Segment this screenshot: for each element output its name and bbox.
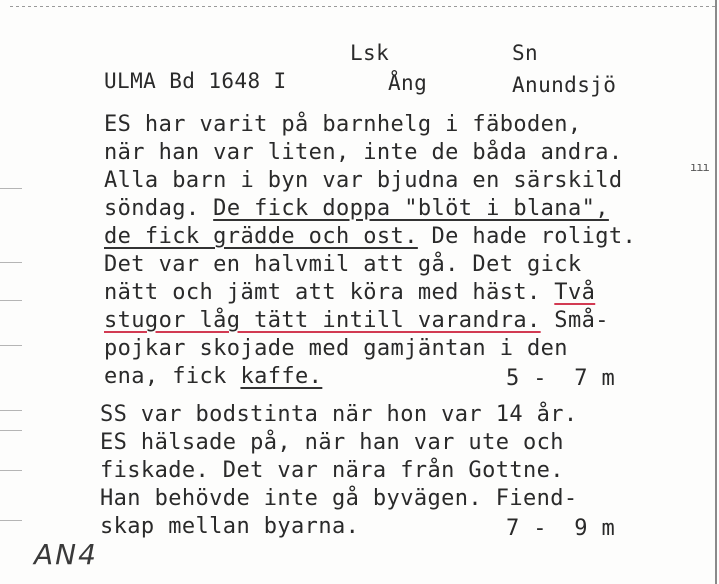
para1-text: Små- (540, 308, 609, 333)
red-underlined-phrase: stugor låg tätt intill varandra. (104, 308, 541, 333)
para2-line: fiskade. Det var nära från Gottne. (100, 458, 564, 483)
para1-line (104, 364, 322, 390)
archive-reference: ULMA Bd 1648 I (104, 69, 287, 93)
margin-tick (0, 410, 22, 411)
para1-line: pojkar skojade med gamjäntan i den (104, 336, 568, 361)
margin-mark: ııı (690, 160, 709, 174)
para2-line: SS var bodstinta när hon var 14 år. (100, 402, 578, 427)
para1-text: De hade roligt. (417, 224, 637, 249)
para1-text: söndag. (104, 196, 214, 221)
para2-line: Han behövde inte gå byvägen. Fiend- (100, 486, 578, 511)
para1-text: ena, fick (104, 364, 241, 389)
handwritten-mark: AN4 (34, 538, 98, 571)
margin-tick (0, 188, 22, 189)
para2-line: skap mellan byarna. (100, 514, 360, 539)
red-underlined-phrase: Två (554, 280, 596, 305)
para1-line (104, 308, 609, 334)
page-range: 7 - 9 m (506, 516, 616, 541)
para1-line: Det var en halvmil att gå. Det gick (104, 252, 582, 277)
card-top-edge (10, 6, 716, 7)
para1-line: när han var liten, inte de båda andra. (104, 140, 623, 165)
lsk-label: Lsk (350, 41, 390, 65)
para1-line: ES har varit på barnhelg i fäboden, (104, 112, 582, 137)
page-range: 5 - 7 m (506, 366, 616, 391)
lsk-value: Ång (388, 71, 428, 95)
para1-line (104, 224, 636, 250)
margin-tick (0, 262, 22, 263)
para1-line: Alla barn i byn var bjudna en särskild (104, 168, 623, 193)
margin-tick (0, 430, 22, 431)
underlined-phrase: kaffe. (240, 364, 323, 389)
margin-tick (0, 345, 22, 346)
underlined-phrase: De fick doppa "blöt i blana", (213, 196, 609, 221)
margin-tick (0, 520, 22, 521)
margin-tick (0, 300, 22, 301)
sn-label: Sn (512, 41, 539, 65)
para1-text: nätt och jämt att köra med häst. (104, 280, 555, 305)
card-right-edge (715, 0, 717, 584)
underlined-phrase: de fick grädde och ost. (104, 224, 418, 249)
margin-tick (0, 470, 22, 471)
sn-value: Anundsjö (512, 73, 617, 97)
para1-line (104, 280, 595, 306)
para2-line: ES hälsade på, när han var ute och (100, 430, 564, 455)
para1-line (104, 196, 609, 222)
